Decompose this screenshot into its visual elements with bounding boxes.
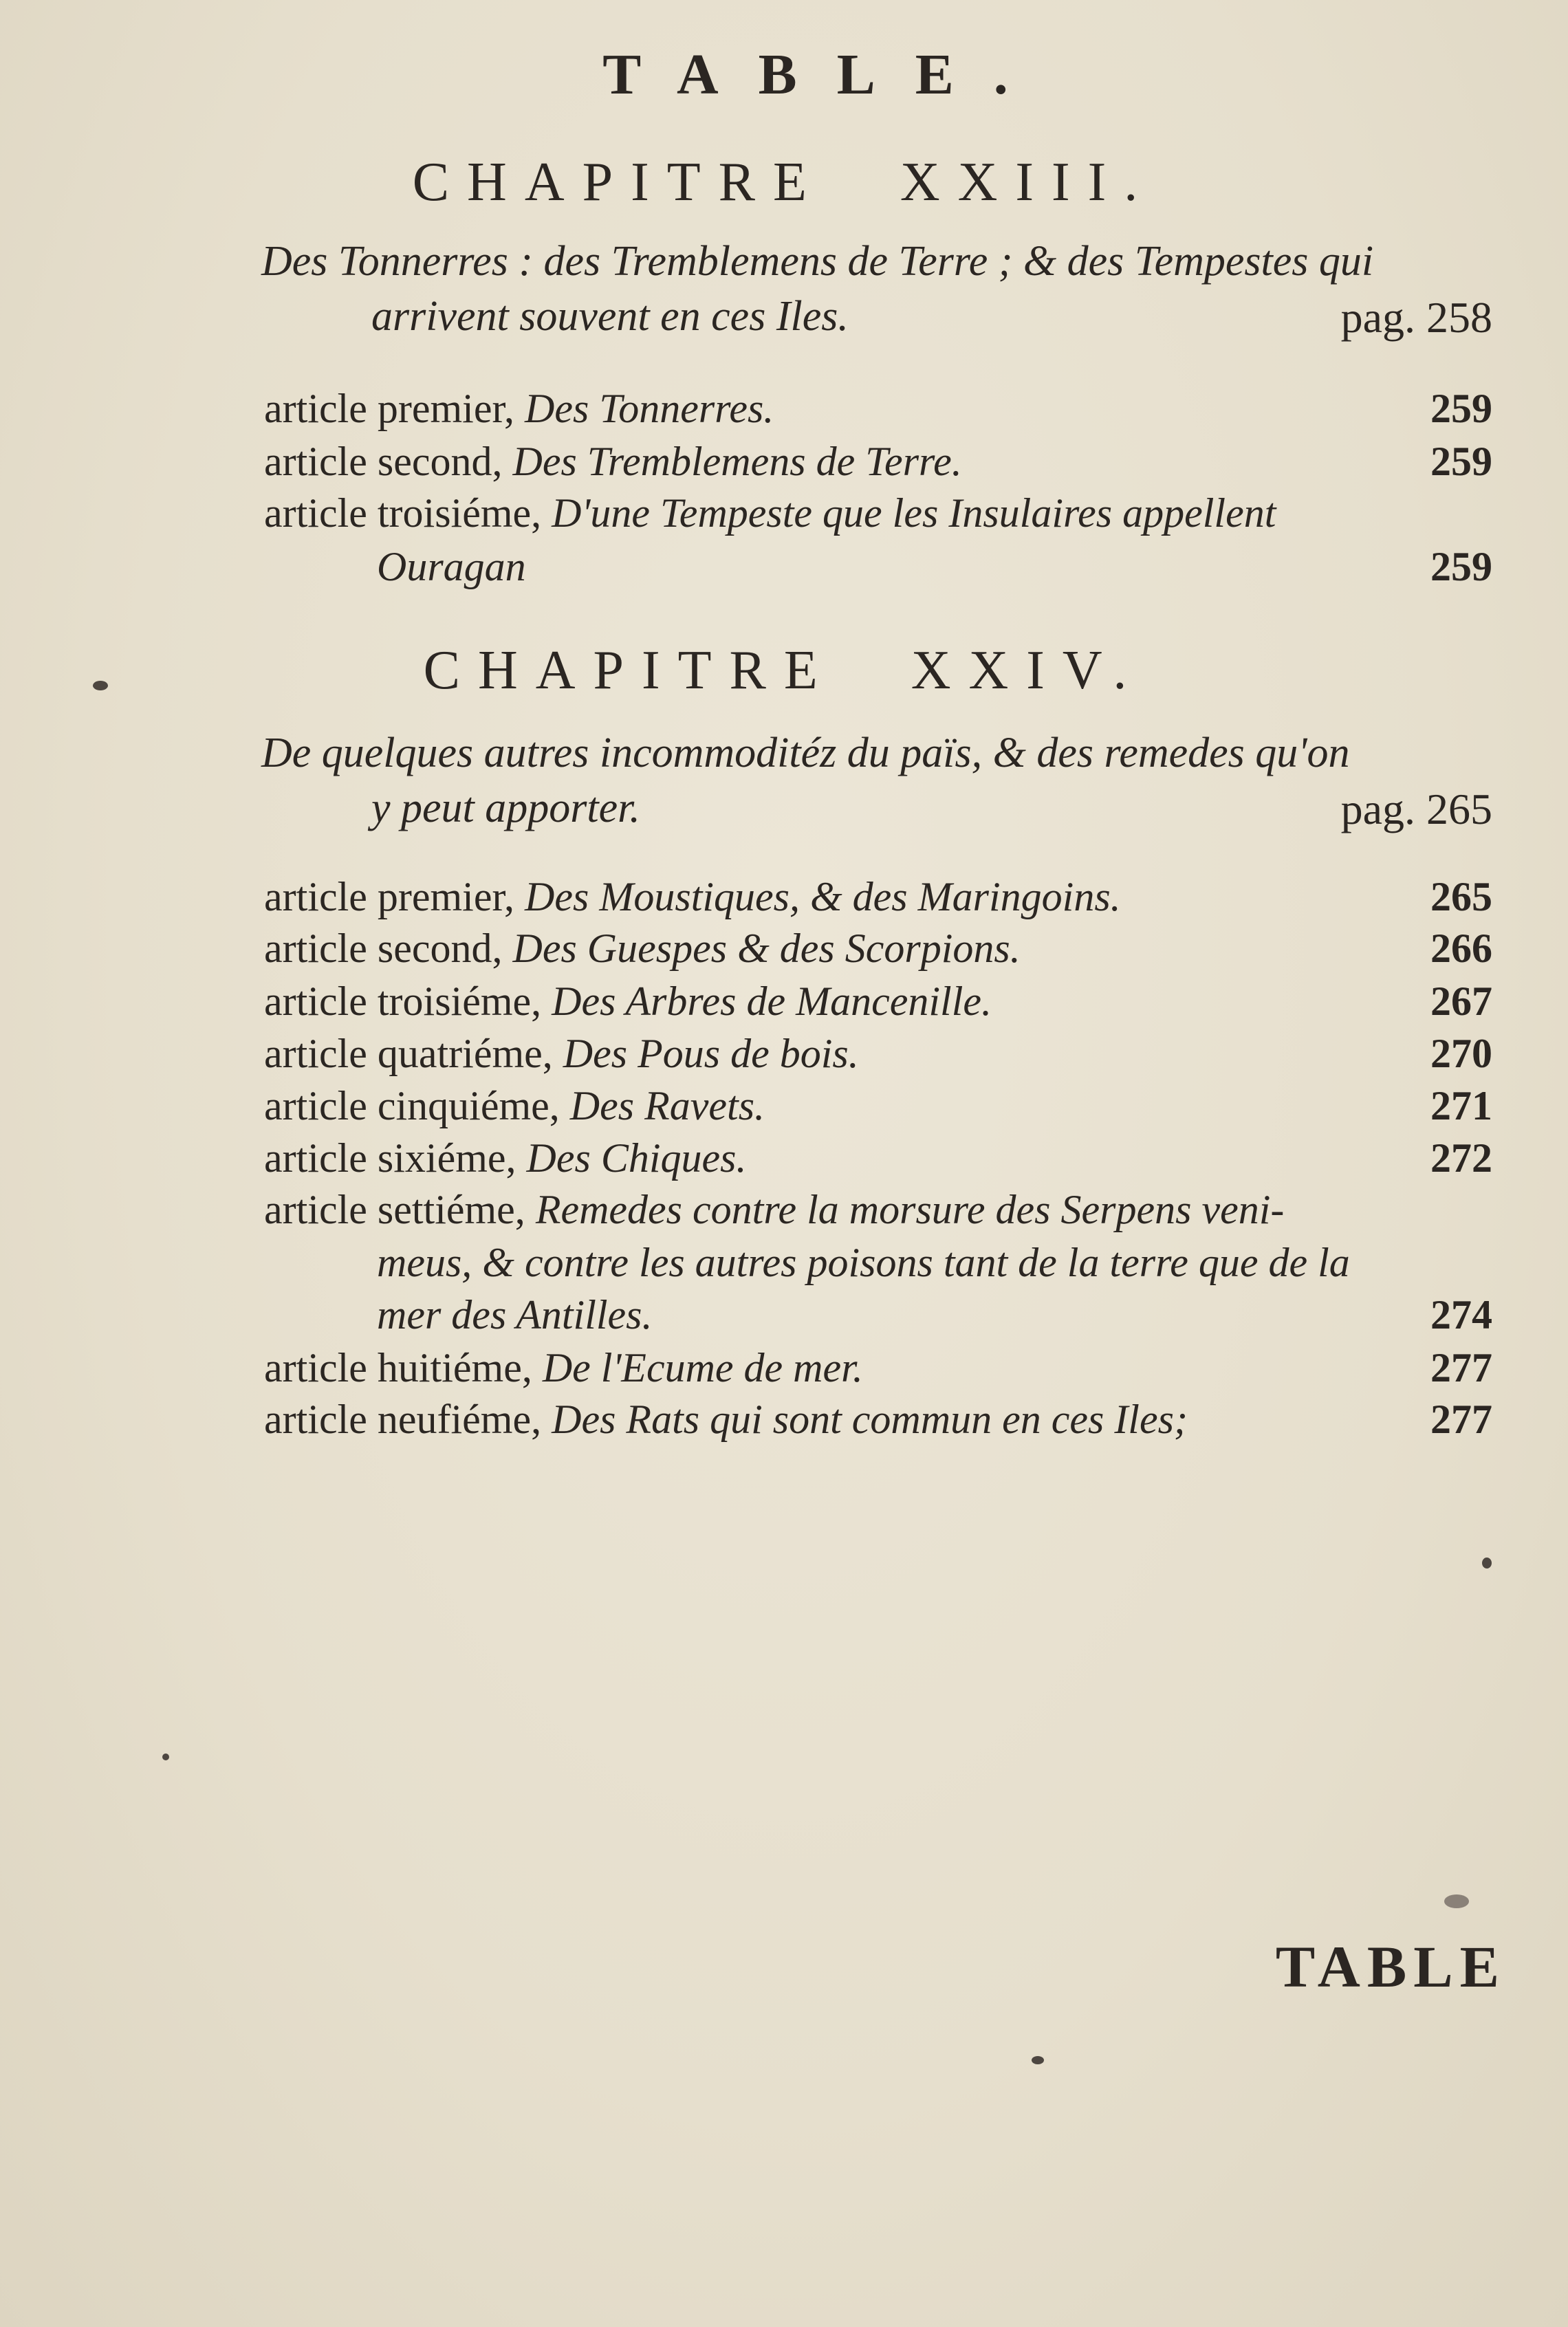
entry-title: Des Rats qui sont commun en ces Iles; (552, 1397, 1188, 1442)
entry-continuation: Ouragan (377, 544, 526, 589)
entry-title: Des Arbres de Mancenille. (552, 979, 992, 1024)
ink-speck (93, 681, 108, 690)
toc-entry (264, 1186, 1284, 1234)
chapter-heading-word: CHAPITRE (423, 640, 836, 701)
toc-entry (264, 438, 962, 485)
chapter-summary-page: pag. 258 (1340, 293, 1492, 342)
entry-lead: article settiéme, (264, 1187, 525, 1232)
toc-entry (264, 1135, 747, 1182)
entry-page-number: 266 (1430, 926, 1492, 971)
entry-lead: article premier, (264, 874, 515, 919)
toc-entry (264, 490, 1276, 537)
entry-title: Des Chiques. (526, 1135, 747, 1181)
entry-title: D'une Tempeste que les Insulaires appellent (552, 490, 1276, 536)
toc-entry (264, 978, 992, 1025)
ink-speck (162, 1754, 169, 1760)
toc-entry (264, 1082, 765, 1130)
entry-continuation: meus, & contre les autres poisons tant de la terre que de la (377, 1240, 1350, 1285)
chapter-heading-number: XXIV. (911, 640, 1145, 701)
entry-title: Remedes contre la morsure des Serpens veni- (535, 1187, 1285, 1232)
toc-entry (264, 1396, 1188, 1443)
entry-lead: article cinquiéme, (264, 1083, 560, 1128)
entry-lead: article troisiéme, (264, 490, 542, 536)
toc-entry (264, 873, 1121, 921)
toc-entry (264, 385, 774, 433)
entry-title: De l'Ecume de mer. (542, 1345, 863, 1390)
entry-page-number: 259 (1430, 439, 1492, 484)
entry-page-number: 267 (1430, 979, 1492, 1024)
entry-title: Des Tremblemens de Terre. (512, 439, 962, 484)
entry-page-number: 259 (1430, 386, 1492, 431)
entry-lead: article sixiéme, (264, 1135, 516, 1181)
chapter-heading-number: XXIII. (900, 152, 1156, 212)
entry-lead: article premier, (264, 386, 515, 431)
entry-page-number: 277 (1430, 1345, 1492, 1390)
chapter-summary-line: y peut apporter. (371, 785, 640, 831)
entry-lead: article huitiéme, (264, 1345, 532, 1390)
ink-speck (1444, 1894, 1469, 1908)
entry-lead: article second, (264, 926, 503, 971)
chapter-summary-line: arrivent souvent en ces Iles. (371, 293, 849, 340)
entry-page-number: 272 (1430, 1135, 1492, 1181)
entry-page-number: 271 (1430, 1083, 1492, 1128)
catchword: TABLE (1275, 1934, 1506, 2000)
entry-page-number: 259 (1430, 544, 1492, 589)
chapter-summary-line: Des Tonnerres : des Tremblemens de Terre ; & des Tempestes qui (261, 238, 1374, 285)
entry-title: Des Guespes & des Scorpions. (512, 926, 1021, 971)
toc-entry (264, 925, 1021, 972)
entry-lead: article neufiéme, (264, 1397, 542, 1442)
entry-lead: article quatriéme, (264, 1031, 553, 1076)
chapter-summary-page: pag. 265 (1340, 785, 1492, 833)
entry-page-number: 277 (1430, 1397, 1492, 1442)
toc-entry (264, 1344, 863, 1392)
entry-lead: article second, (264, 439, 503, 484)
ink-speck (1482, 1558, 1492, 1569)
entry-page-number: 270 (1430, 1031, 1492, 1076)
entry-title: Des Moustiques, & des Maringoins. (525, 874, 1121, 919)
chapter-summary-line: De quelques autres incommoditéz du païs, & des remedes qu'on (261, 730, 1350, 776)
ink-speck (1032, 2056, 1044, 2064)
entry-lead: article troisiéme, (264, 979, 542, 1024)
entry-title: Des Ravets. (569, 1083, 765, 1128)
chapter-heading-word: CHAPITRE (412, 152, 825, 212)
chapter-heading (0, 151, 1568, 214)
entry-page-number: 274 (1430, 1292, 1492, 1337)
toc-entry (264, 1030, 859, 1078)
entry-page-number: 265 (1430, 874, 1492, 919)
entry-title: Des Tonnerres. (525, 386, 774, 431)
entry-continuation: mer des Antilles. (377, 1292, 653, 1337)
running-title: TABLE. (602, 43, 1048, 107)
entry-title: Des Pous de bois. (563, 1031, 859, 1076)
chapter-heading (0, 640, 1568, 702)
